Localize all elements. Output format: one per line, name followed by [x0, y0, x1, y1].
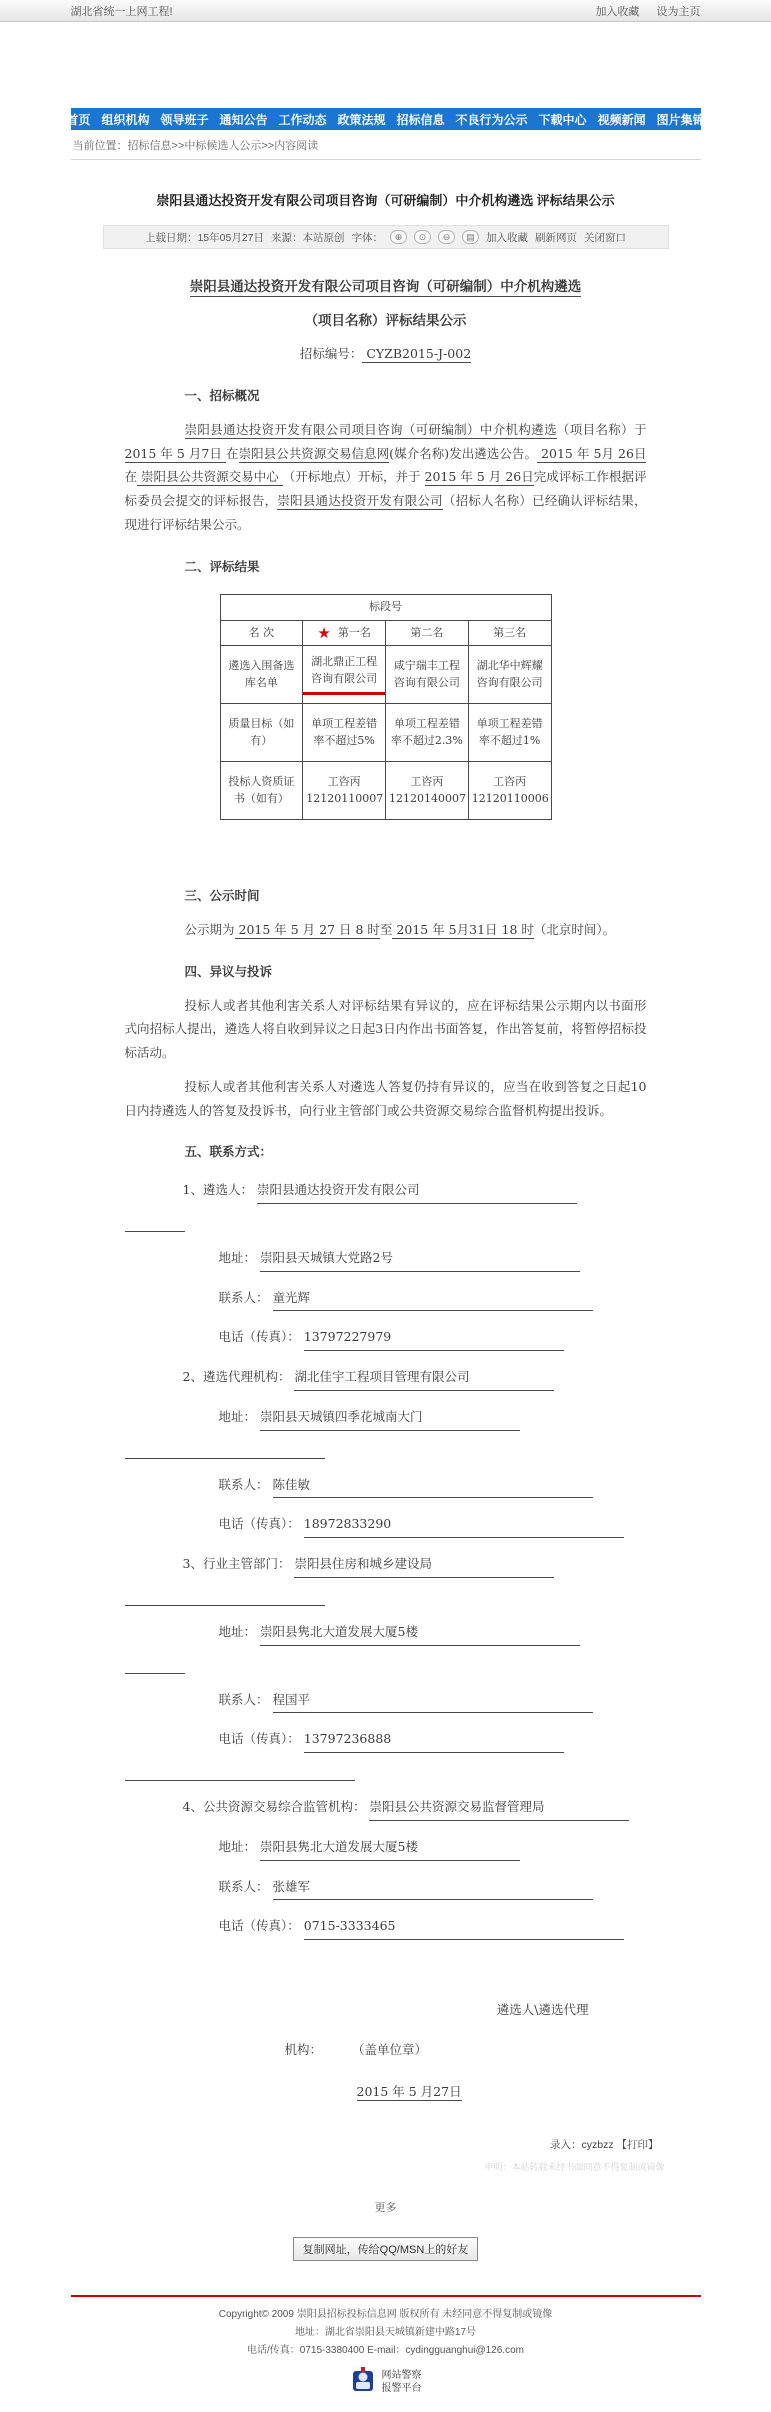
signature-org-label: 机构： — [284, 2041, 323, 2057]
meta-refresh-link[interactable]: 刷新网页 — [535, 231, 578, 244]
source: 来源：本站原创 — [271, 231, 345, 244]
font-zoom-out-icon[interactable]: ⊖ — [438, 230, 455, 244]
signature-seal-note: （盖单位章） — [352, 2041, 428, 2057]
font-size-label: 字体： — [351, 231, 384, 244]
footer-divider — [71, 2295, 701, 2297]
nav-item-home[interactable]: 首页 — [66, 112, 91, 127]
section-4-paragraph-1: 投标人或者其他利害关系人对评标结果有异议的，应在评标结果公示期内以书面形式向招标人提出，遴选人将自收到异议之日起3日内作出书面答复，作出答复前，将暂停招标投标活动。 — [124, 997, 647, 1061]
top-utility-bar — [0, 0, 771, 22]
footer-address: 地址：湖北省崇阳县天城镇新建中路17号 — [294, 2327, 477, 2339]
supervisor-contact-person: 张雄军 — [273, 1875, 593, 1901]
winner-red-underline — [302, 692, 386, 695]
authority-phone: 13797236888 — [304, 1727, 564, 1753]
bid-number: CYZB2015-J-002 — [362, 346, 472, 362]
footer-phone-email: 电话/传真：0715-3380400 E-mail：cydingguanghui@126.com — [247, 2345, 524, 2357]
row-label-certificate: 投标人资质证书（如有） — [220, 762, 303, 820]
supervisor-name: 崇阳县公共资源交易监督管理局 — [369, 1795, 629, 1821]
row-label-quality: 质量目标（如有） — [220, 704, 303, 762]
supervisor-address: 崇阳县隽北大道发展大厦5楼 — [260, 1835, 520, 1861]
page-title: 崇阳县通达投资开发有限公司项目咨询（可研编制）中介机构遴选 评标结果公示 — [156, 193, 615, 208]
company-third: 湖北华中辉耀咨询有限公司 — [468, 646, 551, 704]
signature-party: 遴选人\遴选代理 — [496, 2002, 589, 2018]
footer-copyright: Copyright© 2009 崇阳县招标投标信息网 版权所有 未经同意不得复制或镜像 — [218, 2309, 553, 2321]
continuation-underline — [125, 1592, 325, 1606]
quality-second: 单项工程差错率不超过2.3% — [386, 704, 469, 762]
reprint-disclaimer: 申明：本站转载未经书面同意不得复制或镜像 — [484, 2162, 665, 2173]
continuation-underline — [125, 1218, 185, 1232]
nav-item-organization[interactable]: 组织机构 — [101, 112, 150, 127]
agency-contact-person: 陈佳敏 — [273, 1473, 593, 1499]
print-page-icon[interactable]: ▤ — [462, 230, 479, 244]
nav-item-photo-gallery[interactable]: 图片集锦 — [656, 112, 705, 127]
first-place-star-icon: ★ — [317, 623, 331, 642]
font-zoom-in-icon[interactable]: ⊕ — [390, 230, 407, 244]
cyber-police-link[interactable] — [0, 2365, 771, 2412]
contact-block-supervisor: 4、公共资源交易综合监管机构： 崇阳县公共资源交易监督管理局 地址： 崇阳县隽北大道发展大厦5楼 联系人： 张雄军 电话（传真）： 0715-3333465 — [125, 1795, 647, 1940]
nav-item-bid-info[interactable]: 招标信息 — [396, 112, 445, 127]
article-meta-bar — [103, 225, 669, 249]
contact-block-agency: 2、遴选代理机构： 湖北佳宇工程项目管理有限公司 地址： 崇阳县天城镇四季花城南大门 联系人： 陈佳敏 电话（传真）： 18972833290 — [125, 1365, 647, 1538]
section-5-title: 五、联系方式： — [184, 1144, 273, 1160]
nav-item-bad-behavior[interactable]: 不良行为公示 — [455, 112, 528, 127]
quality-first: 单项工程差错率不超过5% — [303, 704, 386, 762]
upload-date: 上载日期：15年05月27日 — [144, 231, 265, 244]
doc-title-line1: 崇阳县通达投资开发有限公司项目咨询（可研编制）中介机构遴选 — [189, 279, 582, 295]
selector-address: 崇阳县天城镇大党路2号 — [260, 1246, 580, 1272]
authority-contact-person: 程国平 — [273, 1688, 593, 1714]
agency-phone: 18972833290 — [304, 1512, 624, 1538]
company-first: 湖北鼎正工程咨询有限公司 — [303, 646, 386, 704]
contact-block-authority: 3、行业主管部门： 崇阳县住房和城乡建设局 地址： 崇阳县隽北大道发展大厦5楼 联系人： 程国平 电话（传真）： 13797236888 — [125, 1552, 647, 1781]
announcement-document — [125, 275, 647, 2103]
rank-first: 第一名 — [337, 625, 371, 639]
nav-item-policies[interactable]: 政策法规 — [337, 112, 386, 127]
police-label-line1: 网站警察 — [381, 2369, 422, 2381]
section-1-title: 一、招标概况 — [184, 388, 260, 404]
agency-name: 湖北佳宇工程项目管理有限公司 — [294, 1365, 554, 1391]
rank-second: 第二名 — [386, 620, 469, 646]
site-footer — [0, 2295, 771, 2412]
section-4-paragraph-2: 投标人或者其他利害关系人对遴选人答复仍持有异议的，应当在收到答复之日起10日内持遴选人的答复及投诉书，向行业主管部门或公共资源交易综合监督机构提出投诉。 — [124, 1078, 647, 1118]
nav-item-work-news[interactable]: 工作动态 — [278, 112, 327, 127]
section-3-title: 三、公示时间 — [184, 888, 260, 904]
add-favorite-link[interactable]: 加入收藏 — [595, 5, 640, 18]
nav-item-notices[interactable]: 通知公告 — [219, 112, 268, 127]
site-slogan: 湖北省统一上网工程! — [70, 5, 173, 18]
signature-date: 2015 年 5 月27日 — [356, 2083, 462, 2099]
doc-title-line2: （项目名称）评标结果公示 — [304, 312, 467, 329]
section-4-title: 四、异议与投诉 — [184, 963, 273, 979]
rank-third: 第三名 — [468, 620, 551, 646]
continuation-underline — [125, 1660, 185, 1674]
bid-number-label: 招标编号： — [299, 346, 363, 362]
share-url-button[interactable]: 复制网址，传给QQ/MSN上的好友 — [293, 2237, 479, 2261]
print-link[interactable]: 【打印】 — [616, 2139, 659, 2152]
supervisor-phone: 0715-3333465 — [304, 1914, 624, 1940]
nav-item-downloads[interactable]: 下载中心 — [538, 112, 587, 127]
section-2-title: 二、评标结果 — [184, 558, 260, 574]
continuation-underline — [125, 1767, 355, 1781]
nav-item-leadership[interactable]: 领导班子 — [160, 112, 209, 127]
continuation-underline — [125, 1445, 325, 1459]
entry-author: 录入：cyzbzz — [549, 2139, 614, 2152]
row-label-shortlist: 遴选入围备选库名单 — [220, 646, 303, 704]
main-nav — [66, 108, 705, 130]
meta-add-favorite-link[interactable]: 加入收藏 — [486, 231, 529, 244]
nav-item-video-news[interactable]: 视频新闻 — [597, 112, 646, 127]
cert-second: 工咨丙12120140007 — [386, 762, 469, 820]
selector-contact-person: 童光辉 — [273, 1286, 593, 1312]
font-normal-icon[interactable]: ⊙ — [414, 230, 431, 244]
contact-block-selector: 1、遴选人： 崇阳县通达投资开发有限公司 地址： 崇阳县天城镇大党路2号 联系人： 童光辉 电话（传真）： 13797227979 — [125, 1178, 647, 1351]
evaluation-result-table — [220, 594, 552, 820]
meta-close-window-link[interactable]: 关闭窗口 — [584, 231, 627, 244]
cert-third: 工咨丙12120110006 — [468, 762, 551, 820]
breadcrumb: 当前位置：招标信息>>中标候选人公示>>内容阅读 — [71, 130, 701, 160]
section-3-paragraph: 公示期为 2015 年 5 月 27 日 8 时至 2015 年 5月31日 18 时（北京时间）。 — [184, 922, 616, 938]
cert-first: 工咨丙12120110007 — [303, 762, 386, 820]
cyber-police-badge-icon — [350, 2365, 376, 2398]
agency-address: 崇阳县天城镇四季花城南大门 — [260, 1405, 520, 1431]
more-link[interactable]: 更多 — [374, 2202, 397, 2215]
row-label-rank: 名 次 — [220, 620, 303, 646]
table-header-section: 标段号 — [220, 595, 551, 621]
banner-area — [0, 22, 771, 108]
selector-name: 崇阳县通达投资开发有限公司 — [257, 1178, 577, 1204]
section-1-paragraph: 崇阳县通达投资开发有限公司项目咨询（可研编制）中介机构遴选（项目名称）于 2015 年 5 月7日 在崇阳县公共资源交易信息网(媒介名称)发出遴选公告。 2015 年 5月 26日 在 崇阳县公共资源交易中心 （开标地点）开标，并于 2015 年 5 月 26日完成评标工作根据评标委员会提交的评标报告，崇阳县通达投资开发有限公司（招标人名称）已经确认评标结果，现进行评标结果公示。 — [124, 421, 647, 532]
set-homepage-link[interactable]: 设为主页 — [656, 5, 701, 18]
authority-name: 崇阳县住房和城乡建设局 — [294, 1552, 554, 1578]
quality-third: 单项工程差错率不超过1% — [468, 704, 551, 762]
authority-address: 崇阳县隽北大道发展大厦5楼 — [260, 1620, 580, 1646]
selector-phone: 13797227979 — [304, 1325, 564, 1351]
company-second: 咸宁瑞丰工程咨询有限公司 — [386, 646, 469, 704]
police-label-line2: 报警平台 — [381, 2382, 422, 2394]
